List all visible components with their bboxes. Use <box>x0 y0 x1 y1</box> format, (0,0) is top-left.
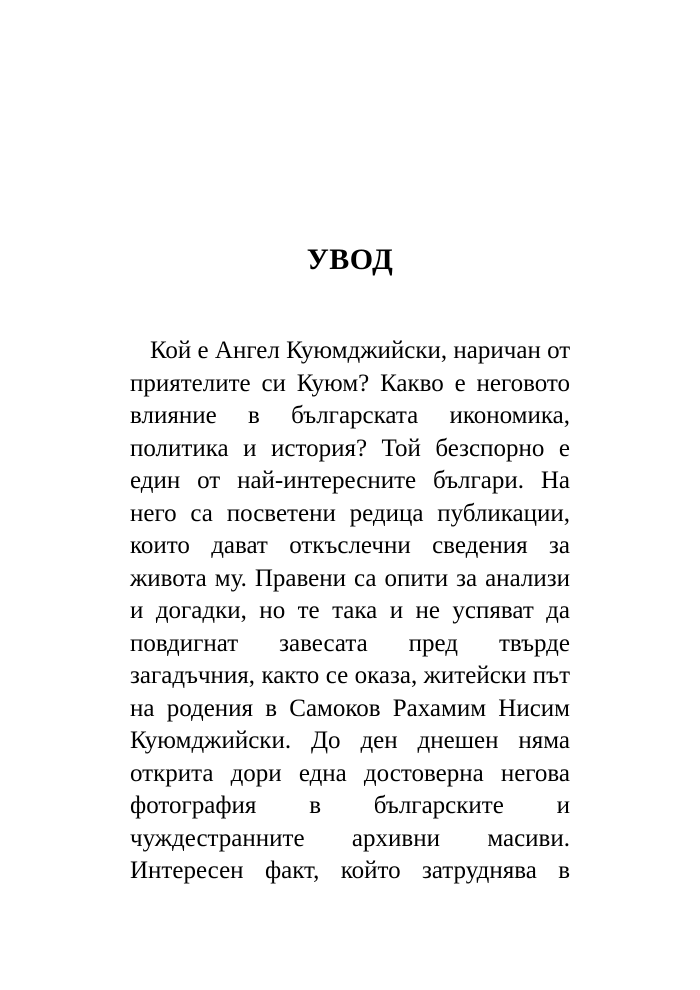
text-line: живота му. Правени са опити за анализи <box>130 564 570 592</box>
text-line: които дават откъслечни сведения за <box>130 532 570 559</box>
text-line: загадъчния, както се оказа, житейски път <box>130 662 570 689</box>
text-line: приятелите си Куюм? Какво е неговото <box>130 369 570 397</box>
body-paragraph <box>130 335 570 888</box>
text-line: Куюмджийски. До ден днешен няма <box>130 727 570 754</box>
text-line: един от най-интересните българи. На <box>130 467 570 494</box>
text-line: открита дори една достоверна негова <box>130 759 570 787</box>
text-line: чуждестранните архивни масиви. <box>130 824 570 852</box>
text-line: фотография в българските и <box>130 792 570 819</box>
text-line: него са посветени редица публикации, <box>130 499 570 527</box>
text-line: на родения в Самоков Рахамим Нисим <box>130 694 570 722</box>
text-line: Интересен факт, който затруднява в <box>130 857 570 884</box>
text-line: повдигнат завесата пред твърде <box>130 629 570 657</box>
chapter-title: УВОД <box>306 243 394 276</box>
text-line: и догадки, но те така и не успяват да <box>130 597 570 624</box>
text-line: влияние в българската икономика, <box>130 402 570 429</box>
text-line: политика и история? Той безспорно е <box>130 434 570 462</box>
text-line: Кой е Ангел Куюмджийски, наричан от <box>150 337 571 364</box>
